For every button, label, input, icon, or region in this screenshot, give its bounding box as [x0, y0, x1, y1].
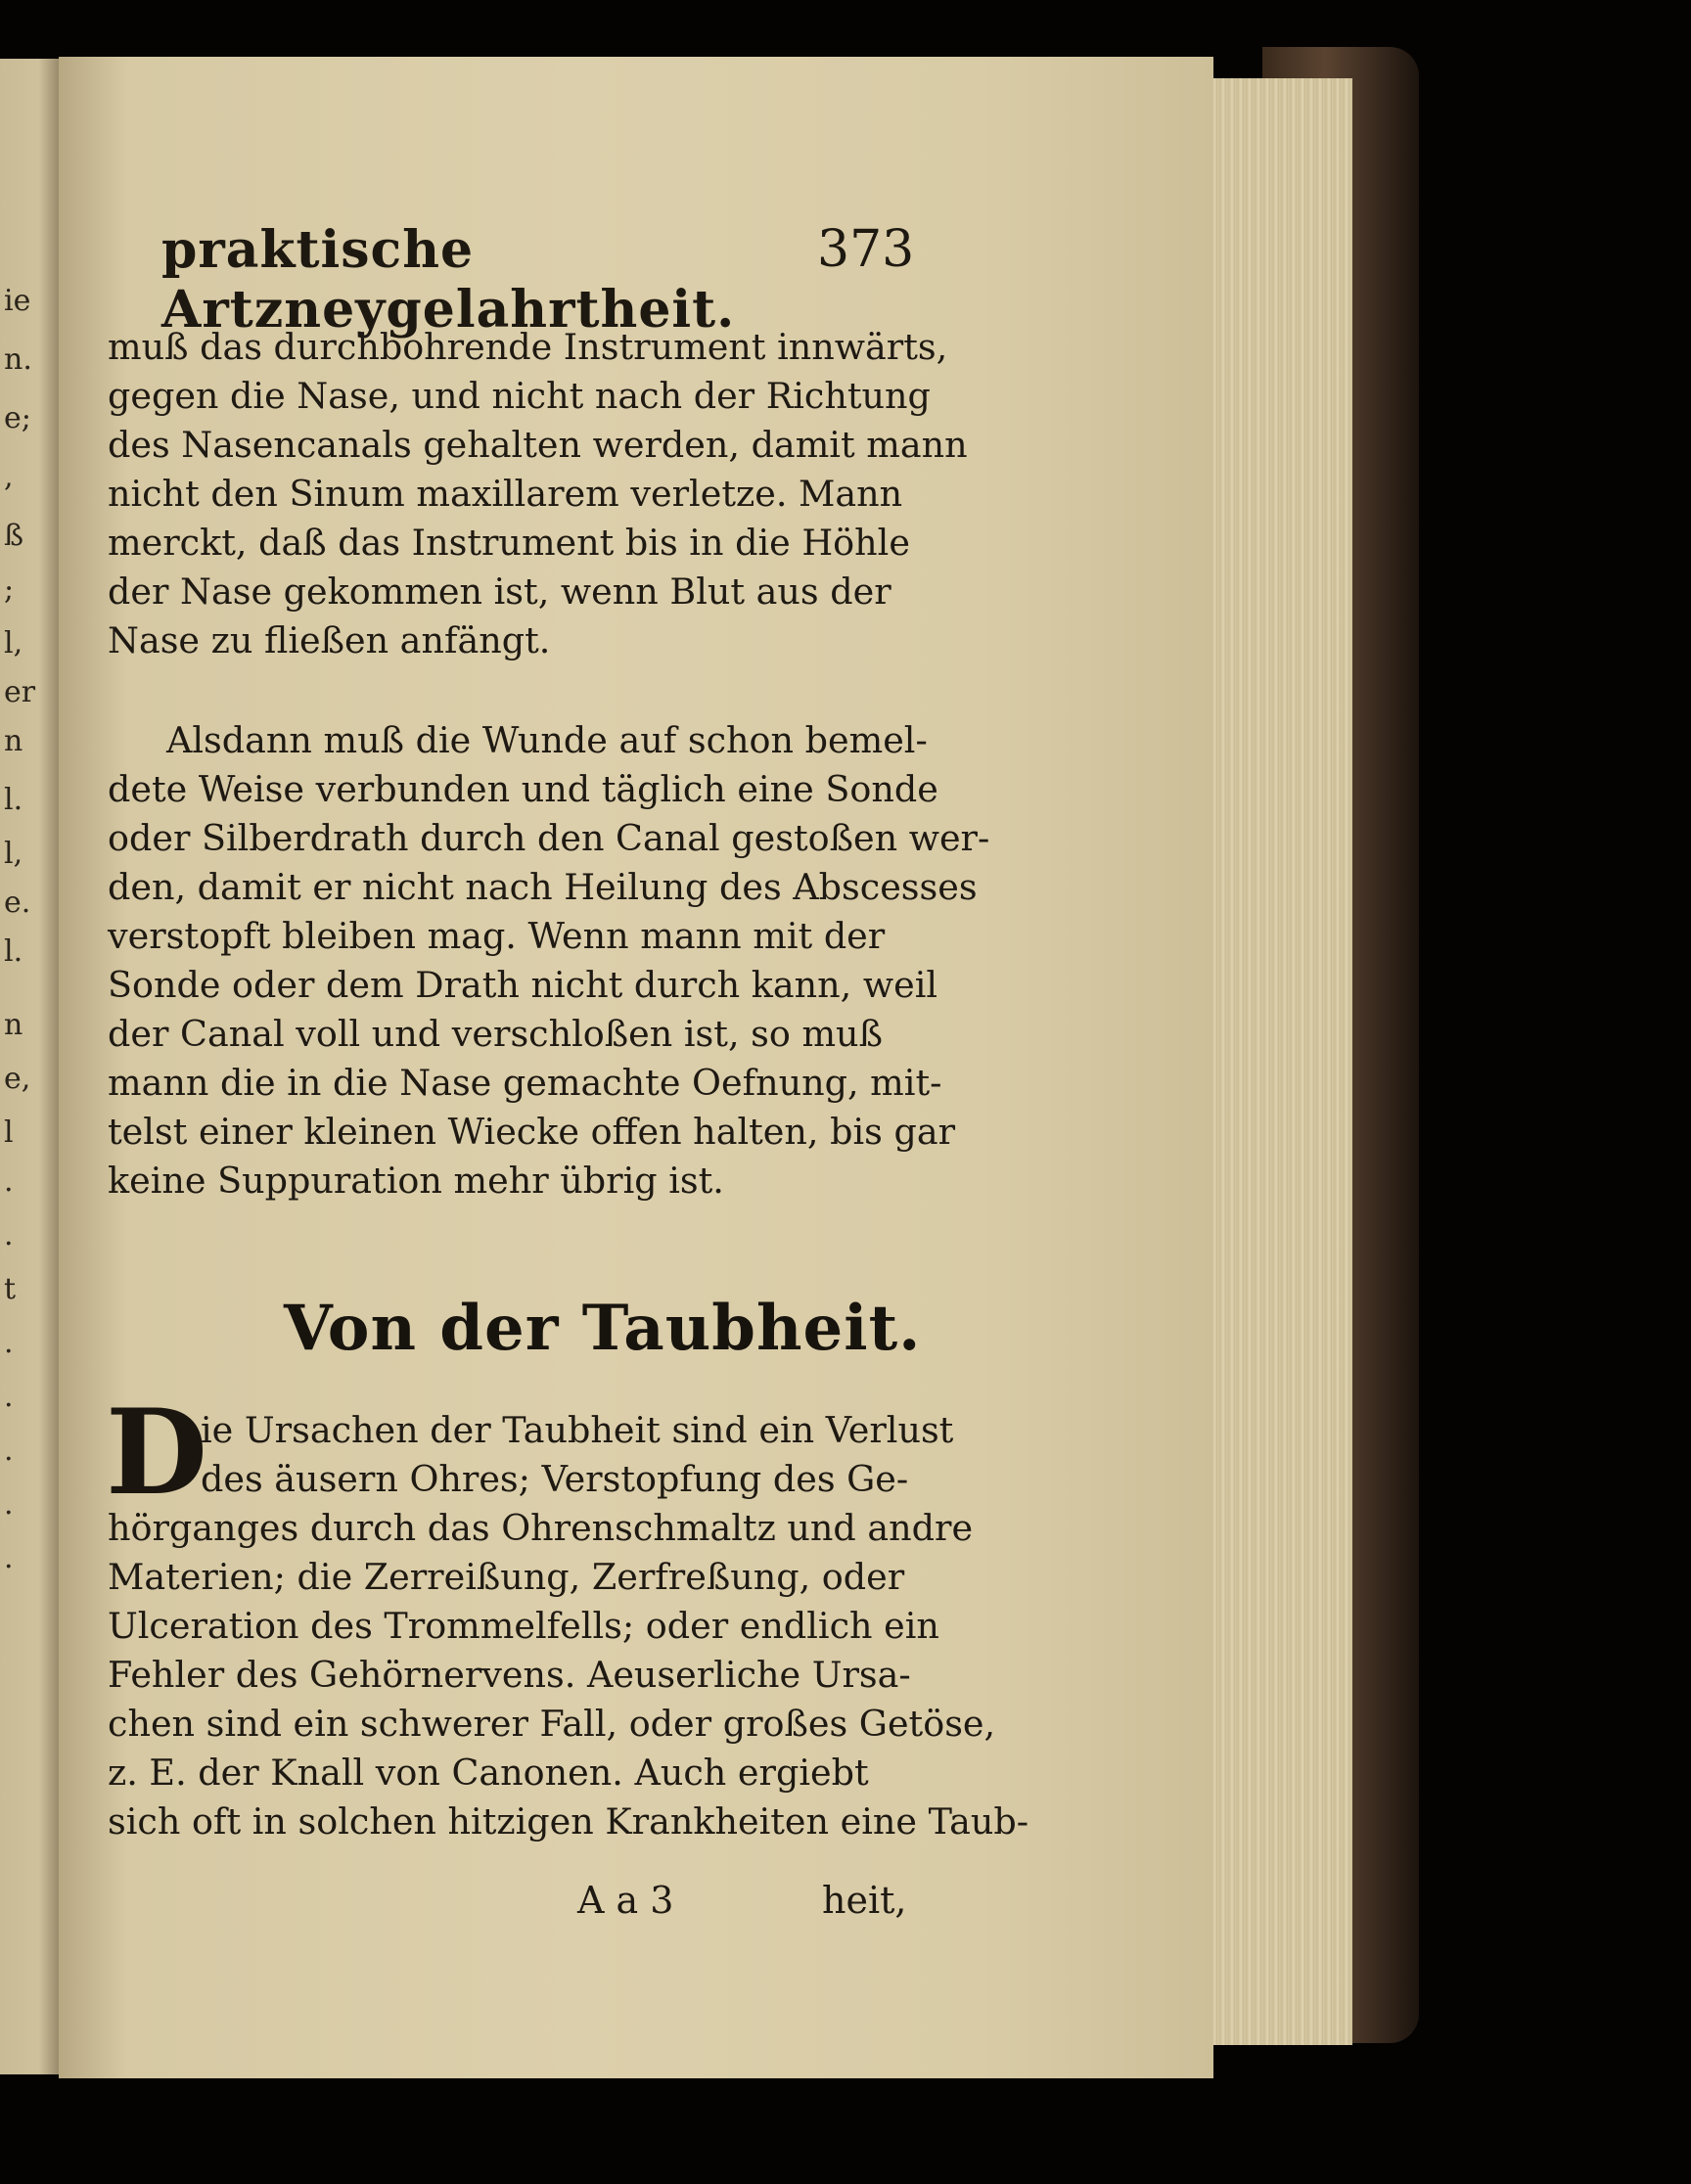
facing-page-fragment: n — [4, 724, 23, 758]
facing-page-fragment: e; — [4, 401, 31, 435]
facing-page-fragment: l, — [4, 837, 23, 871]
facing-page-fragment: ; — [4, 572, 15, 607]
facing-page-fragment: e. — [4, 886, 31, 920]
text-line: des äusern Ohres; Verstopfung des Ge- — [201, 1458, 909, 1500]
text-line: Sonde oder dem Drath nicht durch kann, weil — [108, 964, 938, 1006]
text-line: dete Weise verbunden und täglich eine Sonde — [108, 768, 938, 810]
text-line: hörganges durch das Ohrenschmaltz und andre — [108, 1507, 974, 1549]
facing-page-fragment: . — [4, 1433, 14, 1468]
drop-cap: D — [106, 1384, 208, 1522]
facing-page-fragment: . — [4, 1541, 14, 1575]
text-line: ie Ursachen der Taubheit sind ein Verlust — [201, 1409, 954, 1451]
text-line: muß das durchbohrende Instrument innwärts, — [108, 326, 948, 368]
page-edges — [1189, 78, 1352, 2045]
facing-page-fragment: , — [4, 460, 14, 494]
signature-mark: A a 3 — [577, 1879, 674, 1922]
text-line: Ulceration des Trommelfells; oder endlich ein — [108, 1605, 939, 1647]
facing-page-fragment: e, — [4, 1062, 31, 1096]
text-line: oder Silberdrath durch den Canal gestoßen wer- — [108, 817, 990, 859]
paragraph-1 — [108, 323, 968, 665]
facing-page-fragment: l. — [4, 934, 23, 969]
facing-page-fragment: ie — [4, 284, 31, 318]
running-header — [108, 220, 969, 340]
text-line: keine Suppuration mehr übrig ist. — [108, 1160, 724, 1202]
facing-page-fragment: ß — [4, 519, 24, 553]
text-line: den, damit er nicht nach Heilung des Abscesses — [108, 866, 978, 908]
facing-page-fragment: . — [4, 1380, 14, 1414]
text-line: merckt, daß das Instrument bis in die Höhle — [108, 522, 910, 564]
text-line: des Nasencanals gehalten werden, damit mann — [108, 424, 968, 466]
text-line: z. E. der Knall von Canonen. Auch ergiebt — [108, 1752, 869, 1794]
facing-page-fragment: . — [4, 1164, 14, 1199]
catchword: heit, — [822, 1879, 907, 1922]
text-line: Fehler des Gehörnervens. Aeuserliche Ursa- — [108, 1654, 911, 1696]
text-line: chen sind ein schwerer Fall, oder großes Getöse, — [108, 1703, 996, 1745]
text-line: verstopft bleiben mag. Wenn mann mit der — [108, 915, 886, 957]
text-line: telst einer kleinen Wiecke offen halten, bis gar — [108, 1111, 956, 1153]
page-number: 373 — [817, 220, 915, 279]
left-page-edge — [0, 59, 65, 2074]
facing-page-fragment: . — [4, 1218, 14, 1252]
facing-page-fragment: n. — [4, 342, 32, 377]
facing-page-fragment: l. — [4, 783, 23, 817]
paragraph-3 — [108, 1406, 1029, 1846]
text-line: sich oft in solchen hitzigen Krankheiten eine Taub- — [108, 1800, 1029, 1843]
text-line: Nase zu fließen anfängt. — [108, 619, 551, 661]
paragraph-2 — [108, 716, 990, 1206]
text-line: der Nase gekommen ist, wenn Blut aus der — [108, 570, 891, 613]
text-line: mann die in die Nase gemachte Oefnung, mit- — [108, 1062, 942, 1104]
facing-page-fragment: . — [4, 1487, 14, 1522]
text-line: gegen die Nase, und nicht nach der Richtung — [108, 375, 931, 417]
page-footer — [108, 1879, 949, 1934]
section-title: Von der Taubheit. — [284, 1292, 922, 1365]
header-title: praktische Artzneygelahrtheit. — [161, 220, 736, 340]
facing-page-fragment: l — [4, 1115, 14, 1150]
text-line: der Canal voll und verschloßen ist, so muß — [108, 1013, 883, 1055]
facing-page-fragment: t — [4, 1272, 17, 1306]
facing-page-fragment: n — [4, 1008, 23, 1042]
text-line: nicht den Sinum maxillarem verletze. Mann — [108, 473, 903, 515]
facing-page-fragment: . — [4, 1326, 14, 1360]
facing-page-fragment: er — [4, 675, 36, 709]
text-line: Alsdann muß die Wunde auf schon bemel- — [166, 719, 928, 761]
facing-page-fragment: l, — [4, 626, 23, 660]
text-line: Materien; die Zerreißung, Zerfreßung, oder — [108, 1556, 905, 1598]
